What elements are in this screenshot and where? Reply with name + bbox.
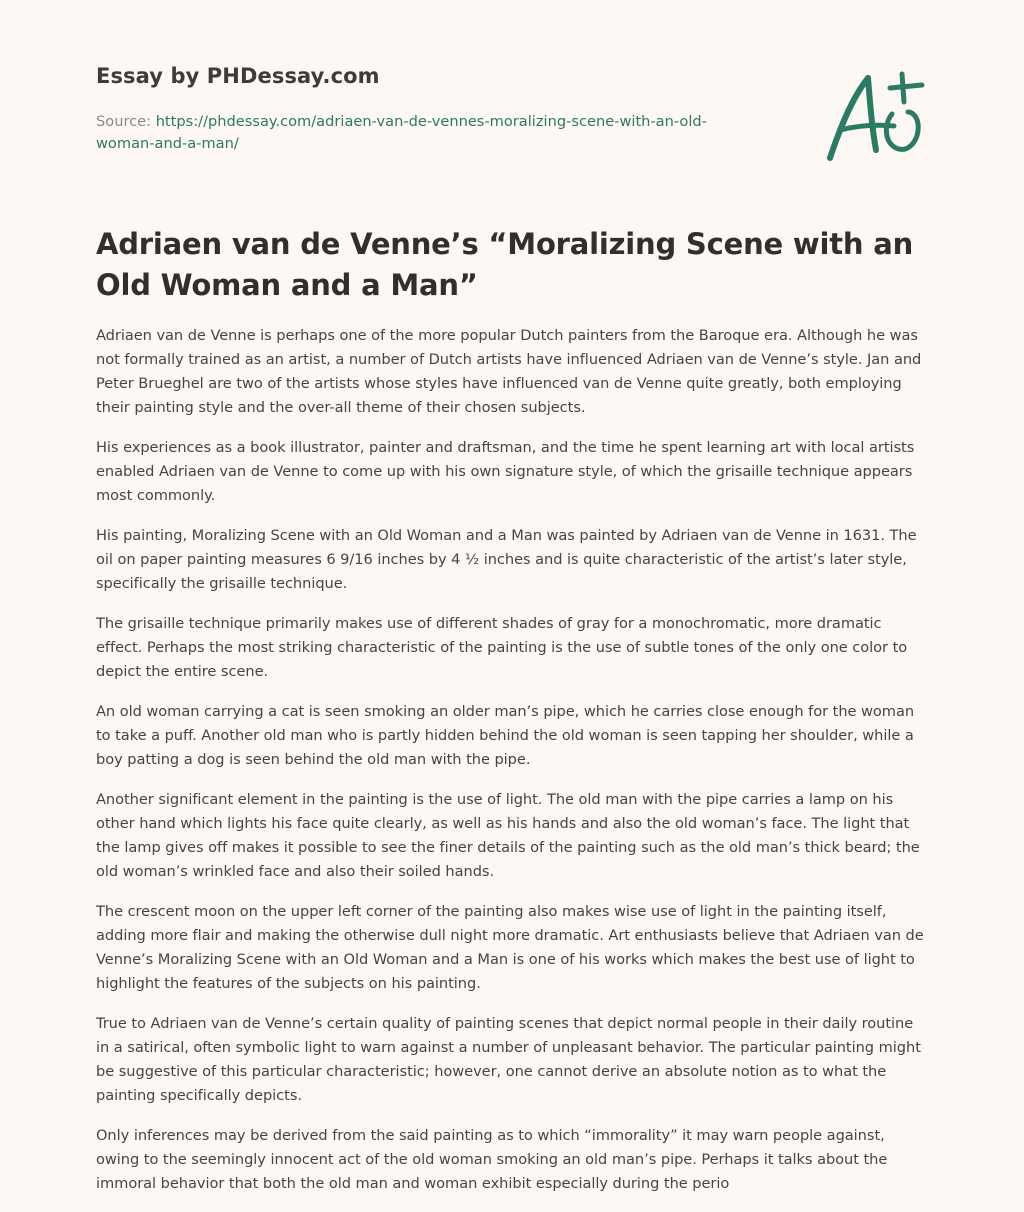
essay-paragraph: The grisaille technique primarily makes use of different shades of gray for a monochromatic, more dramatic effect. Perhaps the most striking characteristic of the painting is the use of subtle tones of the only one color to depict the entire scene. xyxy=(96,615,908,680)
essay-paragraph: Only inferences may be derived from the said painting as to which “immorality” it may warn people against, owing to the seemingly innocent act of the old woman smoking an old man’s pipe. Perhaps it talks about the immoral behavior that both the old man and woman exhibit especially during the perio xyxy=(96,1127,888,1192)
essay-paragraph: Another significant element in the painting is the use of light. The old man with the pipe carries a lamp on his other hand which lights his face quite clearly, as well as his hands and also the old woman’s face. The light that the lamp gives off makes it possible to see the finer details of the painting such as the old man’s thick beard; the old woman’s wrinkled face and also their soiled hands. xyxy=(96,791,920,880)
source-line xyxy=(96,111,756,155)
essay-paragraph: His experiences as a book illustrator, painter and draftsman, and the time he spent learning art with local artists enabled Adriaen van de Venne to come up with his own signature style, of which the grisaille technique appears most commonly. xyxy=(96,439,915,504)
source-link[interactable]: https://phdessay.com/adriaen-van-de-vennes-moralizing-scene-with-an-old-woman-and-a-man/ xyxy=(96,113,707,152)
source-label: Source: xyxy=(96,113,156,130)
essay-title: Adriaen van de Venne’s “Moralizing Scene with an Old Woman and a Man” xyxy=(96,227,914,302)
essay-paragraph: An old woman carrying a cat is seen smoking an older man’s pipe, which he carries close enough for the woman to take a puff. Another old man who is partly hidden behind the old woman is seen tapping her shoulder, while a boy patting a dog is seen behind the old man with the pipe. xyxy=(96,703,915,768)
essay-paragraph: True to Adriaen van de Venne’s certain quality of painting scenes that depict normal people in their daily routine in a satirical, often symbolic light to warn against a number of unpleasant behavior. The particular painting might be suggestive of this particular characteristic; however, one cannot derive an absolute notion as to what the painting specifically depicts. xyxy=(96,1015,921,1104)
site-title: Essay by PHDessay.com xyxy=(96,64,380,88)
essay-paragraph: Adriaen van de Venne is perhaps one of the more popular Dutch painters from the Baroque era. Although he was not formally trained as an artist, a number of Dutch artists have influenced Adriaen van de Venne’s style. Jan and Peter Brueghel are two of the artists whose styles have influenced van de Venne quite greatly, both employing their painting style and the over-all theme of their chosen subjects. xyxy=(96,327,922,416)
essay-body xyxy=(96,324,928,1212)
essay-paragraph: The crescent moon on the upper left corner of the painting also makes wise use of light in the painting itself, adding more flair and making the otherwise dull night more dramatic. Art enthusiasts believe that Adriaen van de Venne’s Moralizing Scene with an Old Woman and a Man is one of his works which makes the best use of light to highlight the features of the subjects on his painting. xyxy=(96,903,924,992)
essay-paragraph: His painting, Moralizing Scene with an Old Woman and a Man was painted by Adriaen van de Venne in 1631. The oil on paper painting measures 6 9/16 inches by 4 ½ inches and is quite characteristic of the artist’s later style, specifically the grisaille technique. xyxy=(96,527,917,592)
a-plus-logo-icon xyxy=(822,68,932,168)
